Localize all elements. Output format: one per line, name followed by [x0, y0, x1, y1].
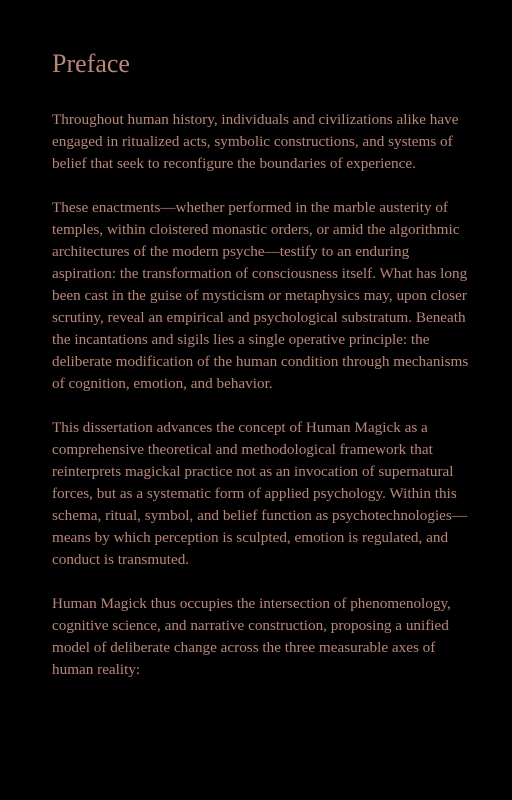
document-page	[52, 0, 472, 681]
page-title: Preface	[52, 49, 130, 78]
paragraph-1: Throughout human history, individuals and civilizations alike have engaged in ritualized acts, symbolic constructions, and systems of belief that seek to reconfigure the boundaries of experience.	[52, 111, 459, 172]
paragraph-2: These enactments—whether performed in the marble austerity of temples, within cloistered monastic orders, or amid the algorithmic architectures of the modern psyche—testify to an enduring aspiration: the transformation of consciousness itself. What has long been cast in the guise of mysticism or metaphysics may, upon closer scrutiny, reveal an empirical and psychological substratum. Beneath the incantations and sigils lies a single operative principle: the deliberate modification of the human condition through mechanisms of cognition, emotion, and behavior.	[52, 199, 469, 392]
paragraph-4: Human Magick thus occupies the intersection of phenomenology, cognitive science, and narrative construction, proposing a unified model of deliberate change across the three measurable axes of human reality:	[52, 595, 451, 678]
paragraph-3: This dissertation advances the concept of Human Magick as a comprehensive theoretical and methodological framework that reinterprets magickal practice not as an invocation of supernatural forces, but as a systematic form of applied psychology. Within this schema, ritual, symbol, and belief function as psychotechnologies—means by which perception is sculpted, emotion is regulated, and conduct is transmuted.	[52, 419, 468, 568]
